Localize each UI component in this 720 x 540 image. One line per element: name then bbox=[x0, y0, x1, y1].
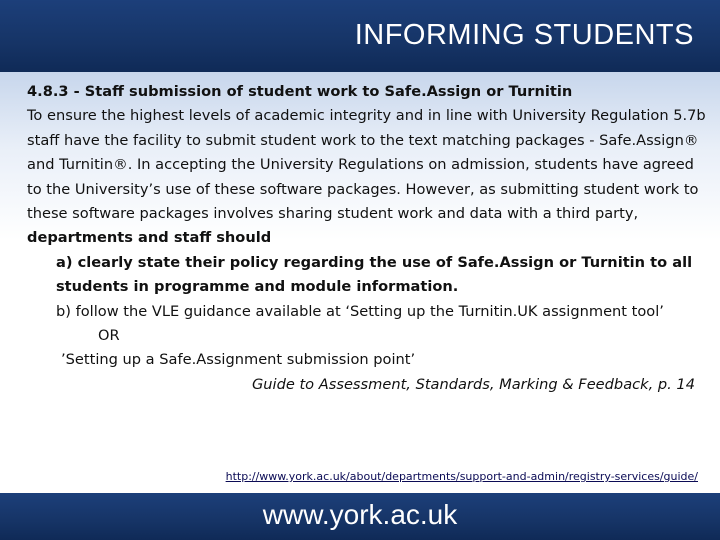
intro-bold-text: departments and staff should bbox=[27, 229, 272, 247]
intro-paragraph bbox=[27, 104, 707, 250]
item-b: b) follow the VLE guidance available at ‘Setting up the Turnitin.UK assignment tool’ bbox=[56, 302, 664, 320]
guide-link[interactable]: http://www.york.ac.uk/about/departments/support-and-admin/registry-services/guide/ bbox=[225, 470, 698, 483]
header-bar bbox=[0, 0, 720, 72]
or-separator: OR bbox=[98, 327, 120, 345]
slide-title: INFORMING STUDENTS bbox=[354, 19, 694, 51]
section-heading: 4.8.3 - Staff submission of student work to Safe.Assign or Turnitin bbox=[27, 83, 573, 100]
footer-site: www.york.ac.uk bbox=[262, 499, 458, 530]
citation: Guide to Assessment, Standards, Marking & Feedback, p. 14 bbox=[251, 375, 695, 393]
item-b-alternative: ’Setting up a Safe.Assignment submission point’ bbox=[61, 351, 416, 369]
intro-text: To ensure the highest levels of academic integrity and in line with University Regulation 5.7b staff have the facility to submit student work to the text matching packages - Safe.Assign® and Turnitin®. In accepting the University Regulations on admission, students have agreed to the University’s use of these software packages. However, as submitting student work to these software packages involves sharing student work and data with a third party, bbox=[27, 107, 706, 223]
footer-bar bbox=[0, 493, 720, 540]
slide-content bbox=[27, 80, 707, 397]
item-a: a) clearly state their policy regarding the use of Safe.Assign or Turnitin to all students in programme and module information. bbox=[56, 253, 693, 296]
